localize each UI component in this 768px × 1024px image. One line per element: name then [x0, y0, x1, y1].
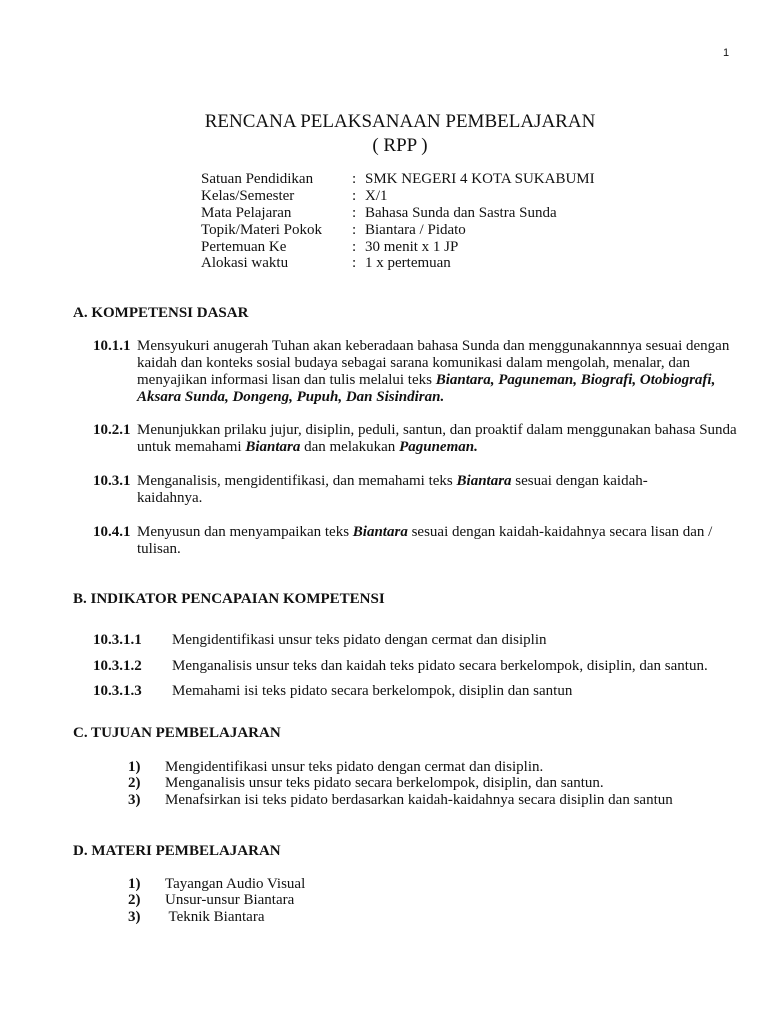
kd-number: 10.2.1 — [93, 422, 131, 438]
identity-value: Biantara / Pidato — [365, 222, 466, 238]
identity-label: Mata Pelajaran — [201, 205, 292, 221]
document-subtitle: ( RPP ) — [372, 135, 428, 156]
colon: : — [352, 205, 357, 221]
list-item: Menafsirkan isi teks pidato berdasarkan kaidah-kaidahnya secara disiplin dan santun — [165, 792, 673, 808]
colon: : — [352, 188, 357, 204]
section-a-heading: A. KOMPETENSI DASAR — [73, 305, 249, 321]
indicator-text: Mengidentifikasi unsur teks pidato dengan cermat dan disiplin — [172, 632, 547, 648]
identity-label: Pertemuan Ke — [201, 239, 287, 255]
list-number: 1) — [128, 759, 141, 775]
document-title: RENCANA PELAKSANAAN PEMBELAJARAN — [204, 111, 596, 132]
section-d-heading: D. MATERI PEMBELAJARAN — [73, 843, 281, 859]
identity-value: Bahasa Sunda dan Sastra Sunda — [365, 205, 557, 221]
indicator-number: 10.3.1.3 — [93, 683, 142, 699]
kd-number: 10.3.1 — [93, 473, 131, 489]
identity-value: SMK NEGERI 4 KOTA SUKABUMI — [365, 171, 595, 187]
section-c-heading: C. TUJUAN PEMBELAJARAN — [73, 725, 281, 741]
indicator-number: 10.3.1.1 — [93, 632, 142, 648]
list-number: 2) — [128, 892, 141, 908]
kd-text: Mensyukuri anugerah Tuhan akan keberadaan bahasa Sunda dan menggunakannnya sesuai dengan kaidah dan konteks sosial budaya sebagai sarana komunikasi dalam mengolah, menalar, dan menyajikan informasi lisan dan tulis melalui teks Biantara, Paguneman, Biografi, Otobiografi, Aksara Sunda, Dongeng, Pupuh, Dan Sisindiran. — [137, 338, 730, 405]
list-item: Teknik Biantara — [165, 909, 265, 925]
colon: : — [352, 239, 357, 255]
identity-label: Satuan Pendidikan — [201, 171, 314, 187]
list-item: Tayangan Audio Visual — [165, 876, 306, 892]
colon: : — [352, 255, 357, 271]
identity-value: 1 x pertemuan — [365, 255, 451, 271]
kd-number: 10.4.1 — [93, 524, 131, 540]
kd-text: Menunjukkan prilaku jujur, disiplin, peduli, santun, dan proaktif dalam menggunakan bahasa Sunda untuk memahami Biantara dan melakukan Paguneman. — [137, 422, 737, 455]
indicator-text: Memahami isi teks pidato secara berkelompok, disiplin dan santun — [172, 683, 573, 699]
indicator-number: 10.3.1.2 — [93, 658, 142, 674]
kd-number: 10.1.1 — [93, 338, 131, 354]
indicator-text: Menganalisis unsur teks dan kaidah teks pidato secara berkelompok, disiplin, dan santun. — [172, 658, 708, 674]
identity-value: 30 menit x 1 JP — [365, 239, 459, 255]
list-number: 2) — [128, 775, 141, 791]
identity-label: Topik/Materi Pokok — [201, 222, 323, 238]
list-number: 3) — [128, 792, 141, 808]
page-number: 1 — [723, 47, 730, 59]
list-number: 1) — [128, 876, 141, 892]
list-item: Mengidentifikasi unsur teks pidato dengan cermat dan disiplin. — [165, 759, 544, 775]
identity-value: X/1 — [365, 188, 388, 204]
colon: : — [352, 222, 357, 238]
identity-label: Alokasi waktu — [201, 255, 289, 271]
colon: : — [352, 171, 357, 187]
kd-text: Menganalisis, mengidentifikasi, dan memahami teks Biantara sesuai dengan kaidah-kaidahnya. — [137, 473, 648, 506]
section-b-heading: B. INDIKATOR PENCAPAIAN KOMPETENSI — [73, 591, 385, 607]
list-item: Unsur-unsur Biantara — [165, 892, 295, 908]
identity-label: Kelas/Semester — [201, 188, 295, 204]
kd-text: Menyusun dan menyampaikan teks Biantara sesuai dengan kaidah-kaidahnya secara lisan dan / tulisan. — [137, 524, 713, 557]
list-number: 3) — [128, 909, 141, 925]
list-item: Menganalisis unsur teks pidato secara berkelompok, disiplin, dan santun. — [165, 775, 604, 791]
